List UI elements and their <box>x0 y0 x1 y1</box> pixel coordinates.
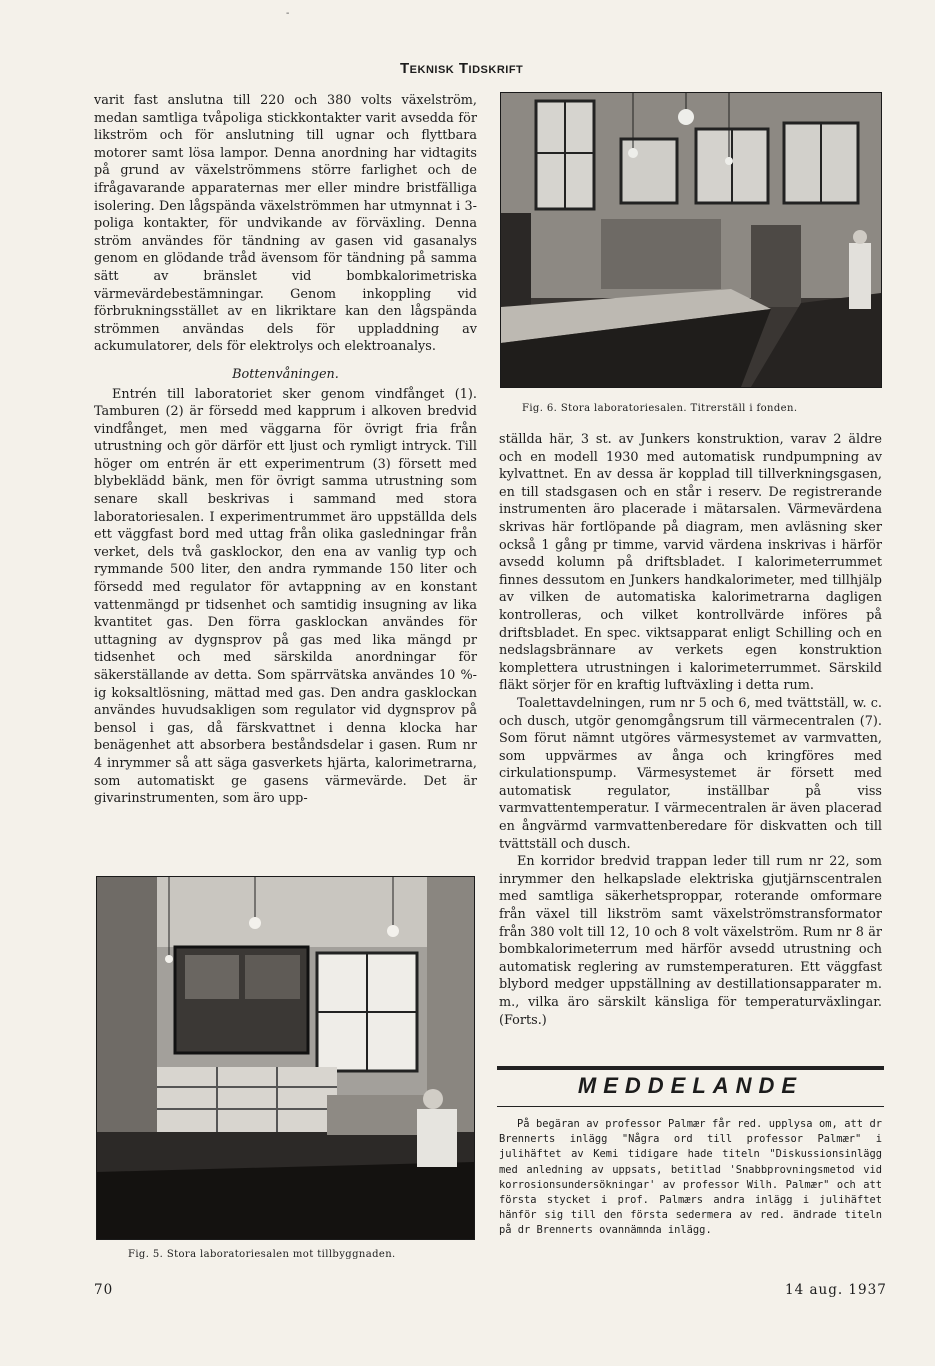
left-column <box>94 92 477 808</box>
right-paragraph-1: ställda här, 3 st. av Junkers konstruktion, varav 2 äldre och en modell 1930 med automatisk rundpumpning av kylvattnet. En av dessa är kopplad till tillverkningsgasen, en till stadsgasen och en står i reserv. De registrerande instrumenten äro placerade i mätarsalen. Värmevärdena skrivas här fortlöpande på diagram, men avläsning sker också 1 gång pr timme, varvid värdena inskrivas i härför avsedd kolumn på driftsbladet. I kalorimeterrummet finnes dessutom en Junkers handkalorimeter, med tillhjälp av vilken de automatiska kalorimetrarna dagligen kontrolleras, och vilket kontrollvärde införes på driftsbladet. En spec. viktsapparat enligt Schilling och en nedslagsbrännare av verkets egen konstruktion komplettera utrustningen i kalorimeterrummet. Särskild fläkt sörjer för en kraftig luftväxling i detta rum. <box>499 432 882 694</box>
left-paragraph-2: Entrén till laboratoriet sker genom vindfånget (1). Tamburen (2) är försedd med kapprum i alkoven bredvid vindfånget, men med väggarna för övrigt fria från utrustning och gör därför ett ljust och rymligt intryck. Till höger om entrén är ett experimentrum (3) försett med blybeklädd bänk, men för övrigt samma utrustning som senare skall beskrivas i sammand med stora laboratoriesalen. I experimentrummet äro uppställda dels ett väggfast bord med uttag från olika gasledningar från verket, dels två gasklockor, den ena av vanlig typ och rymmande 500 liter, den andra rymmande 150 liter och försedd med regulator för avtappning av en konstant vattenmängd pr tidsenhet och samtidig insugning av lika kvantitet gas. Den förra gasklockan användes för uttagning av dygnsprov på gas med lika mängd pr tidsenhet och med särskilda anordningar för säkerställande av detta. Som spärrvätska användes 10 %-ig koksaltlösning, mättad med gas. Den andra gasklockan användes huvudsakligen som regulator vid dygnsprov på bensol i gas, då färskvattnet i denna klocka har benägenhet att absorbera beståndsdelar i gasen. Rum nr 4 inrymmer så att säga gasverkets hjärta, kalorimetrarna, som automatiskt ge gasens värmevärde. Det är givarinstrumenten, som äro upp- <box>94 386 477 807</box>
figure-5-caption: Fig. 5. Stora laboratoriesalen mot tillbyggnaden. <box>128 1249 396 1260</box>
laboratory-photo-illustration <box>501 93 881 387</box>
journal-title-text: Teknisk Tidskrift <box>400 60 524 77</box>
section-heading-bottenvaningen: Bottenvåningen. <box>232 366 339 382</box>
notice-top-rule <box>497 1066 884 1070</box>
figure-6-photo <box>500 92 882 388</box>
right-paragraph-2: Toalettavdelningen, rum nr 5 och 6, med tvättställ, w. c. och dusch, utgör genomgångsrum till värmecentralen (7). Som förut nämnt utgöres värmesystemet av varmvatten, som uppvärmes av ånga och kringföres med cirkulationspump. Värmesystemet är försett med automatisk regulator, inställbar på viss varmvattentemperatur. I värmecentralen är även placerad en ångvärmd varmvattenberedare för diskvatten och till tvättställ och dusch. <box>499 695 882 852</box>
figure-6-caption: Fig. 6. Stora laboratoriesalen. Titrerställ i fonden. <box>522 403 798 414</box>
figure-5-photo <box>96 876 475 1240</box>
issue-date: 14 aug. 1937 <box>785 1282 887 1298</box>
left-paragraph-1: varit fast anslutna till 220 och 380 volts växelström, medan samtliga tvåpoliga stickkontakter varit avsedda för likström och för anslutning till ugnar och flyttbara motorer samt lösa lampor. Denna anordning har vidtagits på grund av växelströmmens större farlighet och de ifrågavarande apparaternas mer eller mindre bristfälliga isolering. Den lågspända växelströmmen har utmynnat i 3-poliga kontakter, för undvikande av förväxling. Denna ström användes för tändning av gasen vid gasanalys genom en glödande tråd ävensom för tändning på samma sätt av bränslet vid bombkalorimetriska värmevärdebestämningar. Genom inkoppling vid förbrukningsstället av en likriktare kan den lågspända strömmen användas dels för uppladdning av ackumulatorer, dels för elektrolys och elektroanalys. <box>94 93 477 355</box>
top-mark: - <box>286 8 290 19</box>
right-column <box>499 431 882 1029</box>
laboratory-hall-illustration <box>97 877 474 1239</box>
page-number: 70 <box>94 1282 114 1298</box>
right-paragraph-3: En korridor bredvid trappan leder till rum nr 22, som inrymmer den helkapslade elektriska gjutjärnscentralen med samtliga säkerhetsproppar, roterande omformare från växel till likström samt växelströmstransformator från 380 volt till 12, 10 och 8 volt växelström. Rum nr 8 är bombkalorimeterrum med härför avsedd utrustning och automatisk reglering av rumstemperaturen. Ett väggfast blybord medger uppställning av destillationsapparater m. m., vilka äro särskilt känsliga för temperaturväxlingar. (Forts.) <box>499 854 882 1028</box>
notice-title: MEDDELANDE <box>577 1073 804 1098</box>
notice-bottom-rule <box>497 1106 884 1107</box>
notice-body: På begäran av professor Palmær får red. upplysa om, att dr Brennerts inlägg "Några ord till professor Palmær" i julihäftet av Kemi tidigare hade titeln "Diskussionsinlägg med anledning av uppsats, betitlad 'Snabbprovningsmetod vid korrosionsundersökningar' av professor Wilh. Palmær" och att första stycket i prof. Palmærs andra inlägg i julihäftet hänför sig till den första sedermera av red. ändrade titeln på dr Brennerts ovannämnda inlägg. <box>499 1118 882 1237</box>
journal-title <box>400 60 580 77</box>
